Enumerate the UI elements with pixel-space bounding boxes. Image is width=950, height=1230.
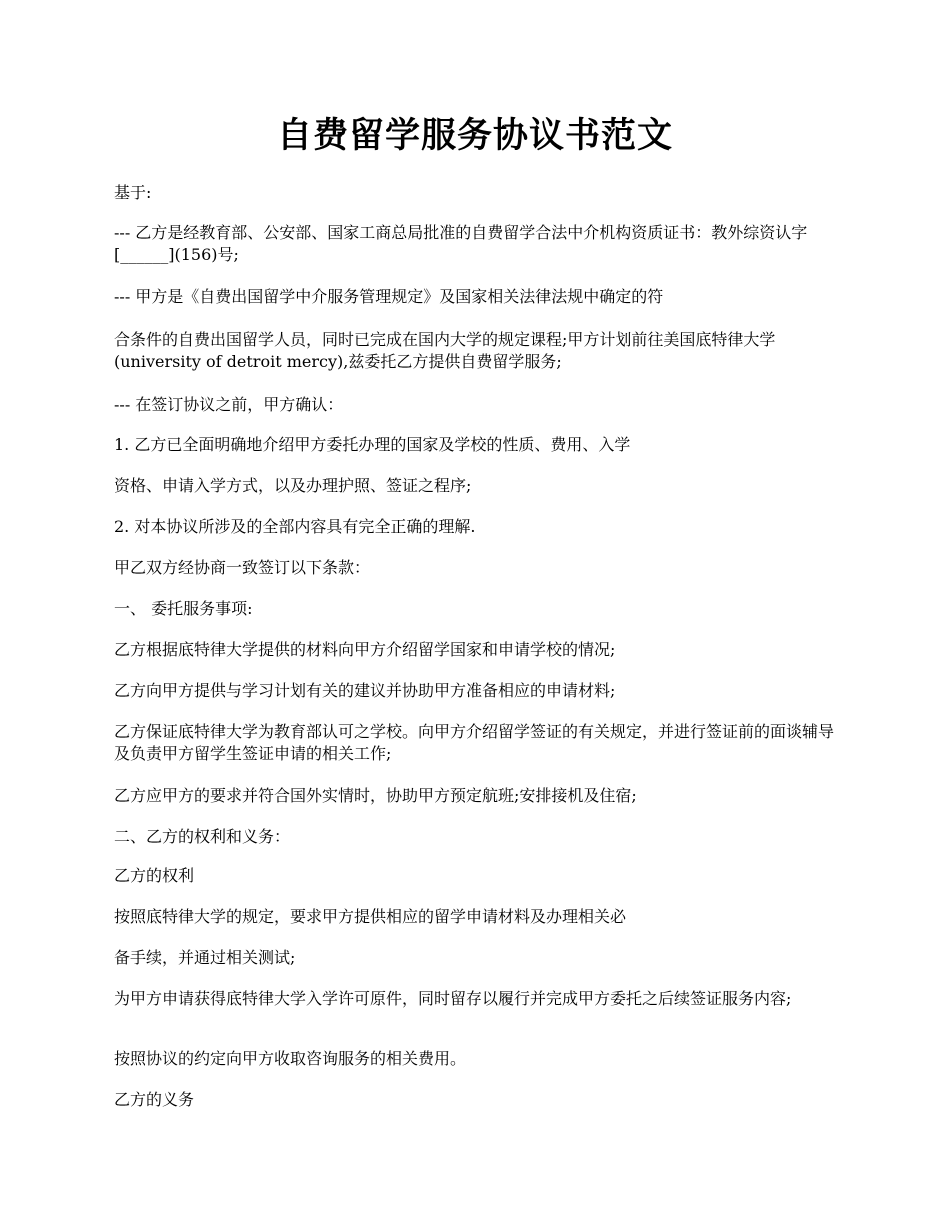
paragraph-basis: 基于: (114, 183, 152, 202)
paragraph-right-1-cont: 备手续，并通过相关测试; (114, 948, 296, 967)
paragraph-agreement-terms: 甲乙双方经协商一致签订以下条款： (114, 558, 371, 577)
section-heading-services: 一、 委托服务事项: (114, 599, 253, 618)
paragraph-right-3: 按照协议的约定向甲方收取咨询服务的相关费用。 (114, 1049, 467, 1068)
paragraph-party-a-regulation: --- 甲方是《自费出国留学中介服务管理规定》及国家相关法律法规中确定的符 (114, 287, 664, 306)
paragraph-confirmation-item-1-cont: 资格、申请入学方式，以及办理护照、签证之程序; (114, 476, 472, 495)
paragraph-confirmation-item-1: 1. 乙方已全面明确地介绍甲方委托办理的国家及学校的性质、费用、入学 (114, 435, 631, 454)
paragraph-party-a-plan: 合条件的自费出国留学人员，同时已完成在国内大学的规定课程;甲方计划前往美国底特律大学(university of detroit mercy),兹委托乙方提供自费留学服务; (114, 330, 776, 371)
section-heading-rights: 二、乙方的权利和义务： (114, 827, 291, 846)
paragraph-party-b-qualification: --- 乙方是经教育部、公安部、国家工商总局批准的自费留学合法中介机构资质证书：教外综资认字[______](156)号; (114, 223, 808, 264)
paragraph-confirmation: --- 在签订协议之前，甲方确认： (114, 395, 344, 414)
subheading-party-b-obligations: 乙方的义务 (114, 1090, 195, 1109)
paragraph-service-1: 乙方根据底特律大学提供的材料向甲方介绍留学国家和申请学校的情况; (114, 640, 616, 659)
paragraph-right-1: 按照底特律大学的规定，要求甲方提供相应的留学申请材料及办理相关必 (114, 907, 627, 926)
document-title: 自费留学服务协议书范文 (276, 115, 673, 156)
paragraph-service-4: 乙方应甲方的要求并符合国外实情时，协助甲方预定航班;安排接机及住宿; (114, 786, 637, 805)
paragraph-service-2: 乙方向甲方提供与学习计划有关的建议并协助甲方准备相应的申请材料; (114, 681, 616, 700)
paragraph-service-3: 乙方保证底特律大学为教育部认可之学校。向甲方介绍留学签证的有关规定，并进行签证前的面谈辅导及负责甲方留学生签证申请的相关工作; (114, 722, 835, 763)
paragraph-right-2: 为甲方申请获得底特律大学入学许可原件，同时留存以履行并完成甲方委托之后续签证服务内容; (114, 989, 792, 1008)
paragraph-confirmation-item-2: 2. 对本协议所涉及的全部内容具有完全正确的理解. (114, 517, 476, 536)
subheading-party-b-rights: 乙方的权利 (114, 866, 195, 885)
